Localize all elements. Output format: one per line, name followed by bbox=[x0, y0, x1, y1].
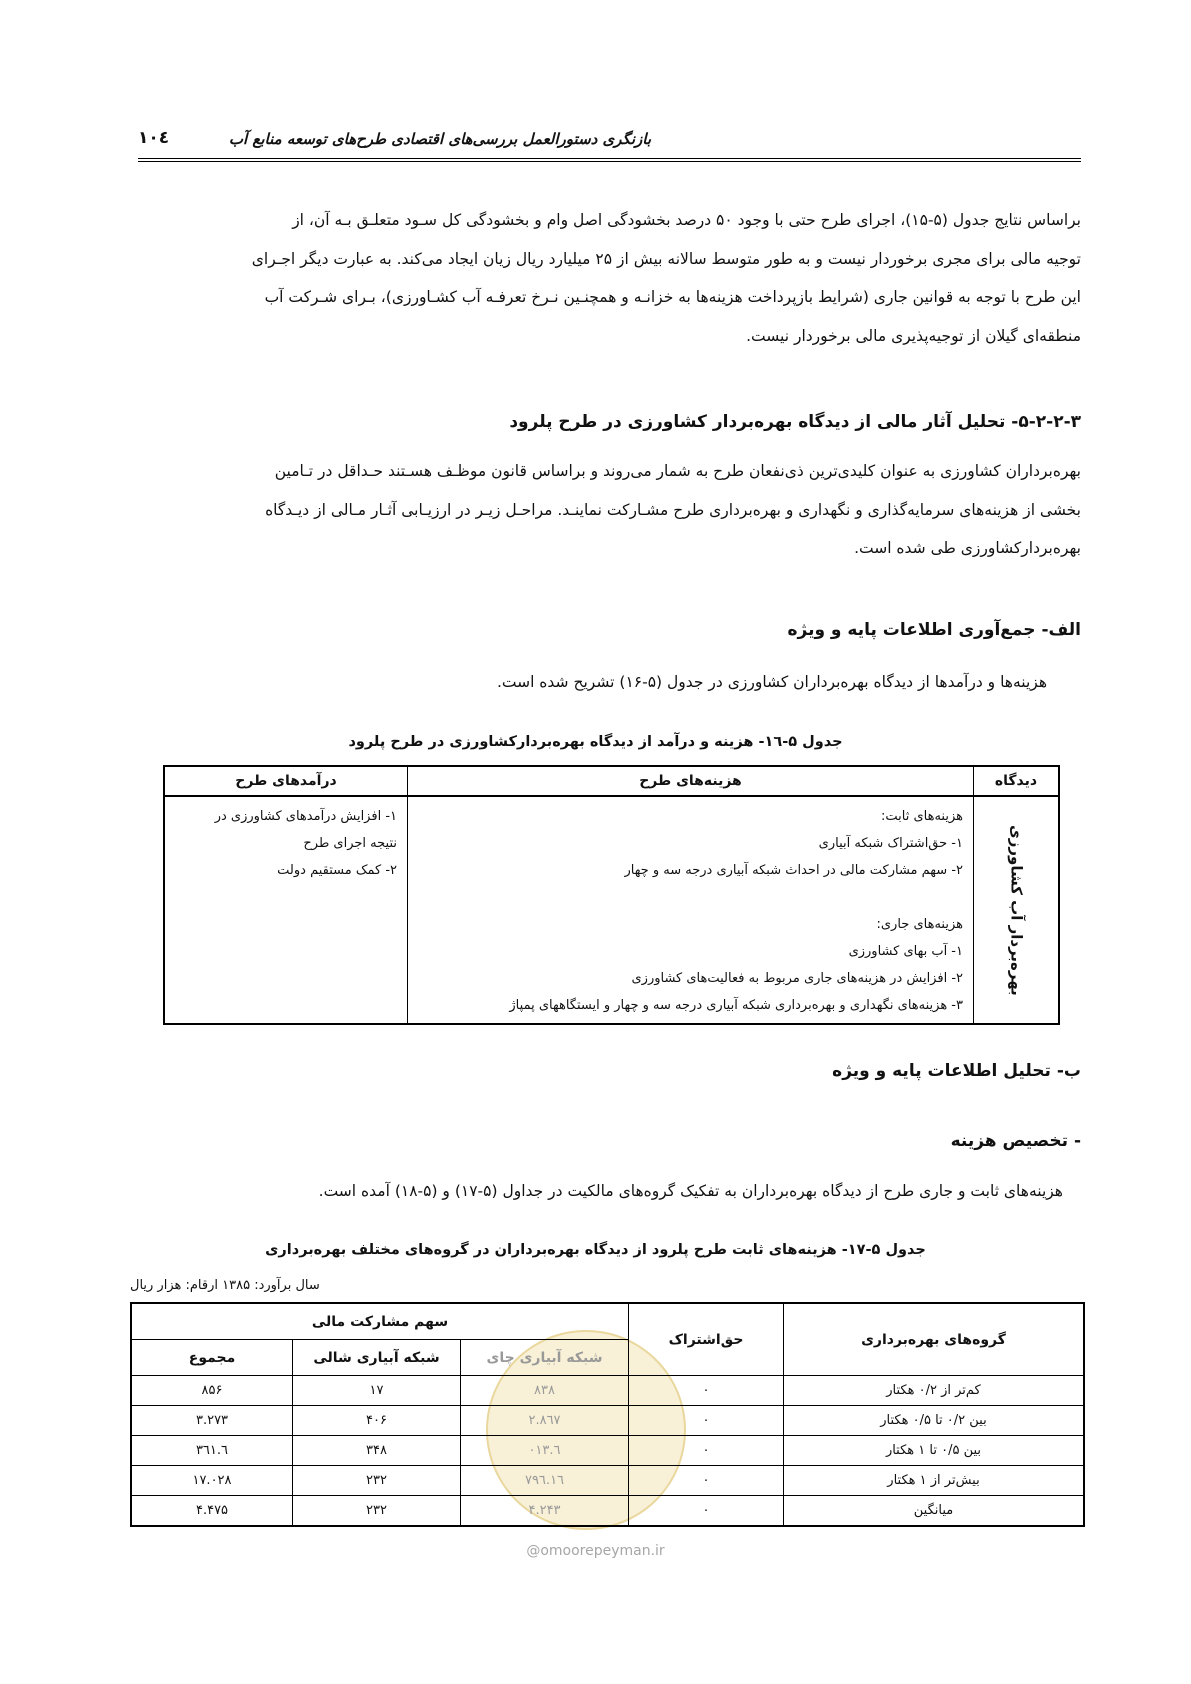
cell-group: بین ۰/۵ تا ۱ هکتار bbox=[784, 1436, 1085, 1466]
subheading-alef: الف- جمع‌آوری اطلاعات پایه و ویژه bbox=[787, 620, 1081, 640]
cell-total: ۳.۲۷۳ bbox=[131, 1406, 293, 1436]
cell-group: بین ۰/۲ تا ۰/۵ هکتار bbox=[784, 1406, 1085, 1436]
paragraph-table17-intro bbox=[138, 1172, 1081, 1211]
cell-rice: ۴۰۶ bbox=[293, 1406, 461, 1436]
cell-subscription: ۰ bbox=[629, 1436, 784, 1466]
header-group: گروه‌های بهره‌برداری bbox=[784, 1303, 1085, 1376]
cell-rice: ۳۴۸ bbox=[293, 1436, 461, 1466]
revenue-item: ۱- افزایش درآمدهای کشاورزی در bbox=[214, 809, 397, 824]
cost-item: ۱- آب بهای کشاورزی bbox=[848, 944, 963, 959]
cell-total: ٦.۳٦۱ bbox=[131, 1436, 293, 1466]
table-row bbox=[164, 796, 1059, 1024]
paragraph-line: براساس نتایج جدول (۵-۱۵)، اجرای طرح حتی با وجود ۵۰ درصد بخشودگی اصل وام و بخشودگی کل سـود متعلـق بـه آن، از bbox=[292, 211, 1081, 229]
cell-subscription: ۰ bbox=[629, 1376, 784, 1406]
revenue-item: ۲- کمک مستقیم دولت bbox=[277, 863, 397, 878]
cell-subscription: ۰ bbox=[629, 1496, 784, 1527]
table-header-row bbox=[164, 766, 1059, 796]
cell-rice: ۲۳۲ bbox=[293, 1466, 461, 1496]
cost-item: ۲- افزایش در هزینه‌های جاری مربوط به فعالیت‌های کشاورزی bbox=[631, 971, 963, 986]
header-revenues: درآمدهای طرح bbox=[164, 766, 408, 796]
costs-cell bbox=[408, 796, 974, 1024]
paragraph-table16-intro bbox=[138, 663, 1081, 702]
viewpoint-cell: بهره‌بردار آب کشاورزی bbox=[974, 796, 1060, 1024]
table-row bbox=[131, 1436, 1084, 1466]
header-viewpoint: دیدگاه bbox=[974, 766, 1060, 796]
subheading-be: ب- تحلیل اطلاعات پایه و ویژه bbox=[832, 1061, 1081, 1081]
revenues-cell bbox=[164, 796, 408, 1024]
cost-item bbox=[418, 884, 963, 911]
header-costs: هزینه‌های طرح bbox=[408, 766, 974, 796]
revenue-item: نتیجه اجرای طرح bbox=[303, 836, 397, 851]
cost-item: ۱- حق‌اشتراک شبکه آبیاری bbox=[818, 836, 963, 851]
cell-tea: ۲.۸٦۷ bbox=[461, 1406, 629, 1436]
paragraph-line: هزینه‌ها و درآمدها از دیدگاه بهره‌برداران کشاورزی در جدول (۵-۱۶) تشریح شده است. bbox=[496, 673, 1047, 691]
cell-rice: ۲۳۲ bbox=[293, 1496, 461, 1527]
unit-note: سال برآورد: ۱۳۸۵ ارقام: هزار ریال bbox=[130, 1278, 320, 1293]
paragraph-farmers bbox=[138, 452, 1081, 568]
paragraph-line: منطقه‌ای گیلان از توجیه‌پذیری مالی برخوردار نیست. bbox=[746, 326, 1081, 345]
cost-item: ۳- هزینه‌های نگهداری و بهره‌برداری شبکه آبیاری درجه سه و چهار و ایستگاههای پمپاژ bbox=[509, 998, 963, 1013]
fixed-costs-table bbox=[130, 1302, 1085, 1527]
cell-subscription: ۰ bbox=[629, 1406, 784, 1436]
paragraph-line: این طرح با توجه به قوانین جاری (شرایط بازپرداخت هزینه‌ها به خزانـه و همچنـین نـرخ تعرفـه آب کشـاورزی)، بـرای شـرکت آب bbox=[264, 288, 1081, 306]
header-rule bbox=[138, 158, 1081, 162]
header-subscription: حق‌اشتراک bbox=[629, 1303, 784, 1376]
cell-total: ۸۵۶ bbox=[131, 1376, 293, 1406]
header-share: سهم مشارکت مالی bbox=[131, 1303, 629, 1340]
header-rice: شبکه آبیاری شالی bbox=[293, 1340, 461, 1376]
cell-rice: ۱۷ bbox=[293, 1376, 461, 1406]
cell-tea: ۴.۲۴۳ bbox=[461, 1496, 629, 1527]
cell-group: بیش‌تر از ۱ هکتار bbox=[784, 1466, 1085, 1496]
watermark-url: @omoorepeyman.ir bbox=[526, 1543, 665, 1559]
subheading-cost-allocation: - تخصیص هزینه bbox=[950, 1131, 1081, 1151]
paragraph-line: بهره‌برداران کشاورزی به عنوان کلیدی‌ترین ذی‌نفعان طرح به شمار می‌روند و براساس قانون موظـف هسـتند حـداقل در تـامین bbox=[274, 462, 1081, 480]
paragraph-results bbox=[138, 201, 1081, 355]
table-row bbox=[131, 1496, 1084, 1527]
cell-tea: ۱٦.۷۹٦ bbox=[461, 1466, 629, 1496]
cost-item: ۲- سهم مشارکت مالی در احداث شبکه آبیاری درجه سه و چهار bbox=[624, 863, 963, 878]
paragraph-line: بهره‌بردارکشاورزی طی شده است. bbox=[854, 539, 1081, 557]
cell-group: کم‌تر از ۰/۲ هکتار bbox=[784, 1376, 1085, 1406]
cell-group: میانگین bbox=[784, 1496, 1085, 1527]
cost-item: هزینه‌های جاری: bbox=[876, 917, 963, 932]
paragraph-line: توجیه مالی برای مجری برخوردار نیست و به طور متوسط سالانه بیش از ۲۵ میلیارد ریال زیان ایجاد می‌کند. به عبارت دیگر اجـرای bbox=[251, 249, 1081, 268]
running-title: بازنگری دستورالعمل بررسی‌های اقتصادی طرح‌های توسعه منابع آب bbox=[228, 130, 651, 148]
cost-item: هزینه‌های ثابت: bbox=[880, 809, 963, 824]
table-row bbox=[131, 1376, 1084, 1406]
section-heading: ۵-۲-۲-۳- تحلیل آثار مالی از دیدگاه بهره‌بردار کشاورزی در طرح پلرود bbox=[509, 412, 1081, 432]
cell-tea: ۸۳۸ bbox=[461, 1376, 629, 1406]
page-header bbox=[138, 122, 1081, 162]
table16-caption: جدول ۵-۱٦- هزینه و درآمد از دیدگاه بهره‌بردارکشاورزی در طرح پلرود bbox=[348, 734, 843, 750]
table17-caption: جدول ۵-۱۷- هزینه‌های ثابت طرح پلرود از دیدگاه بهره‌برداران در گروه‌های مختلف بهره‌برداری bbox=[265, 1242, 926, 1258]
cell-total: ۴.۴۷۵ bbox=[131, 1496, 293, 1527]
table-row bbox=[131, 1466, 1084, 1496]
paragraph-line: بخشی از هزینه‌های سرمایه‌گذاری و نگهداری و بهره‌برداری طرح مشـارکت نماینـد. مراحـل زیـر در ارزیـابی آثـار مـالی از دیـدگاه bbox=[265, 500, 1081, 519]
header-total: مجموع bbox=[131, 1340, 293, 1376]
table-header-row bbox=[131, 1303, 1084, 1340]
page-number: ۱۰٤ bbox=[138, 128, 170, 148]
cell-total: ۱۷.۰۲۸ bbox=[131, 1466, 293, 1496]
cell-subscription: ۰ bbox=[629, 1466, 784, 1496]
cell-tea: ٦.۰۱۳ bbox=[461, 1436, 629, 1466]
cost-revenue-table bbox=[163, 765, 1060, 1025]
table-row bbox=[131, 1406, 1084, 1436]
paragraph-line: هزینه‌های ثابت و جاری طرح از دیدگاه بهره‌برداران به تفکیک گروه‌های مالکیت در جداول (۵-۱۷) و (۵-۱۸) آمده است. bbox=[318, 1182, 1063, 1200]
header-tea: شبکه آبیاری چای bbox=[461, 1340, 629, 1376]
